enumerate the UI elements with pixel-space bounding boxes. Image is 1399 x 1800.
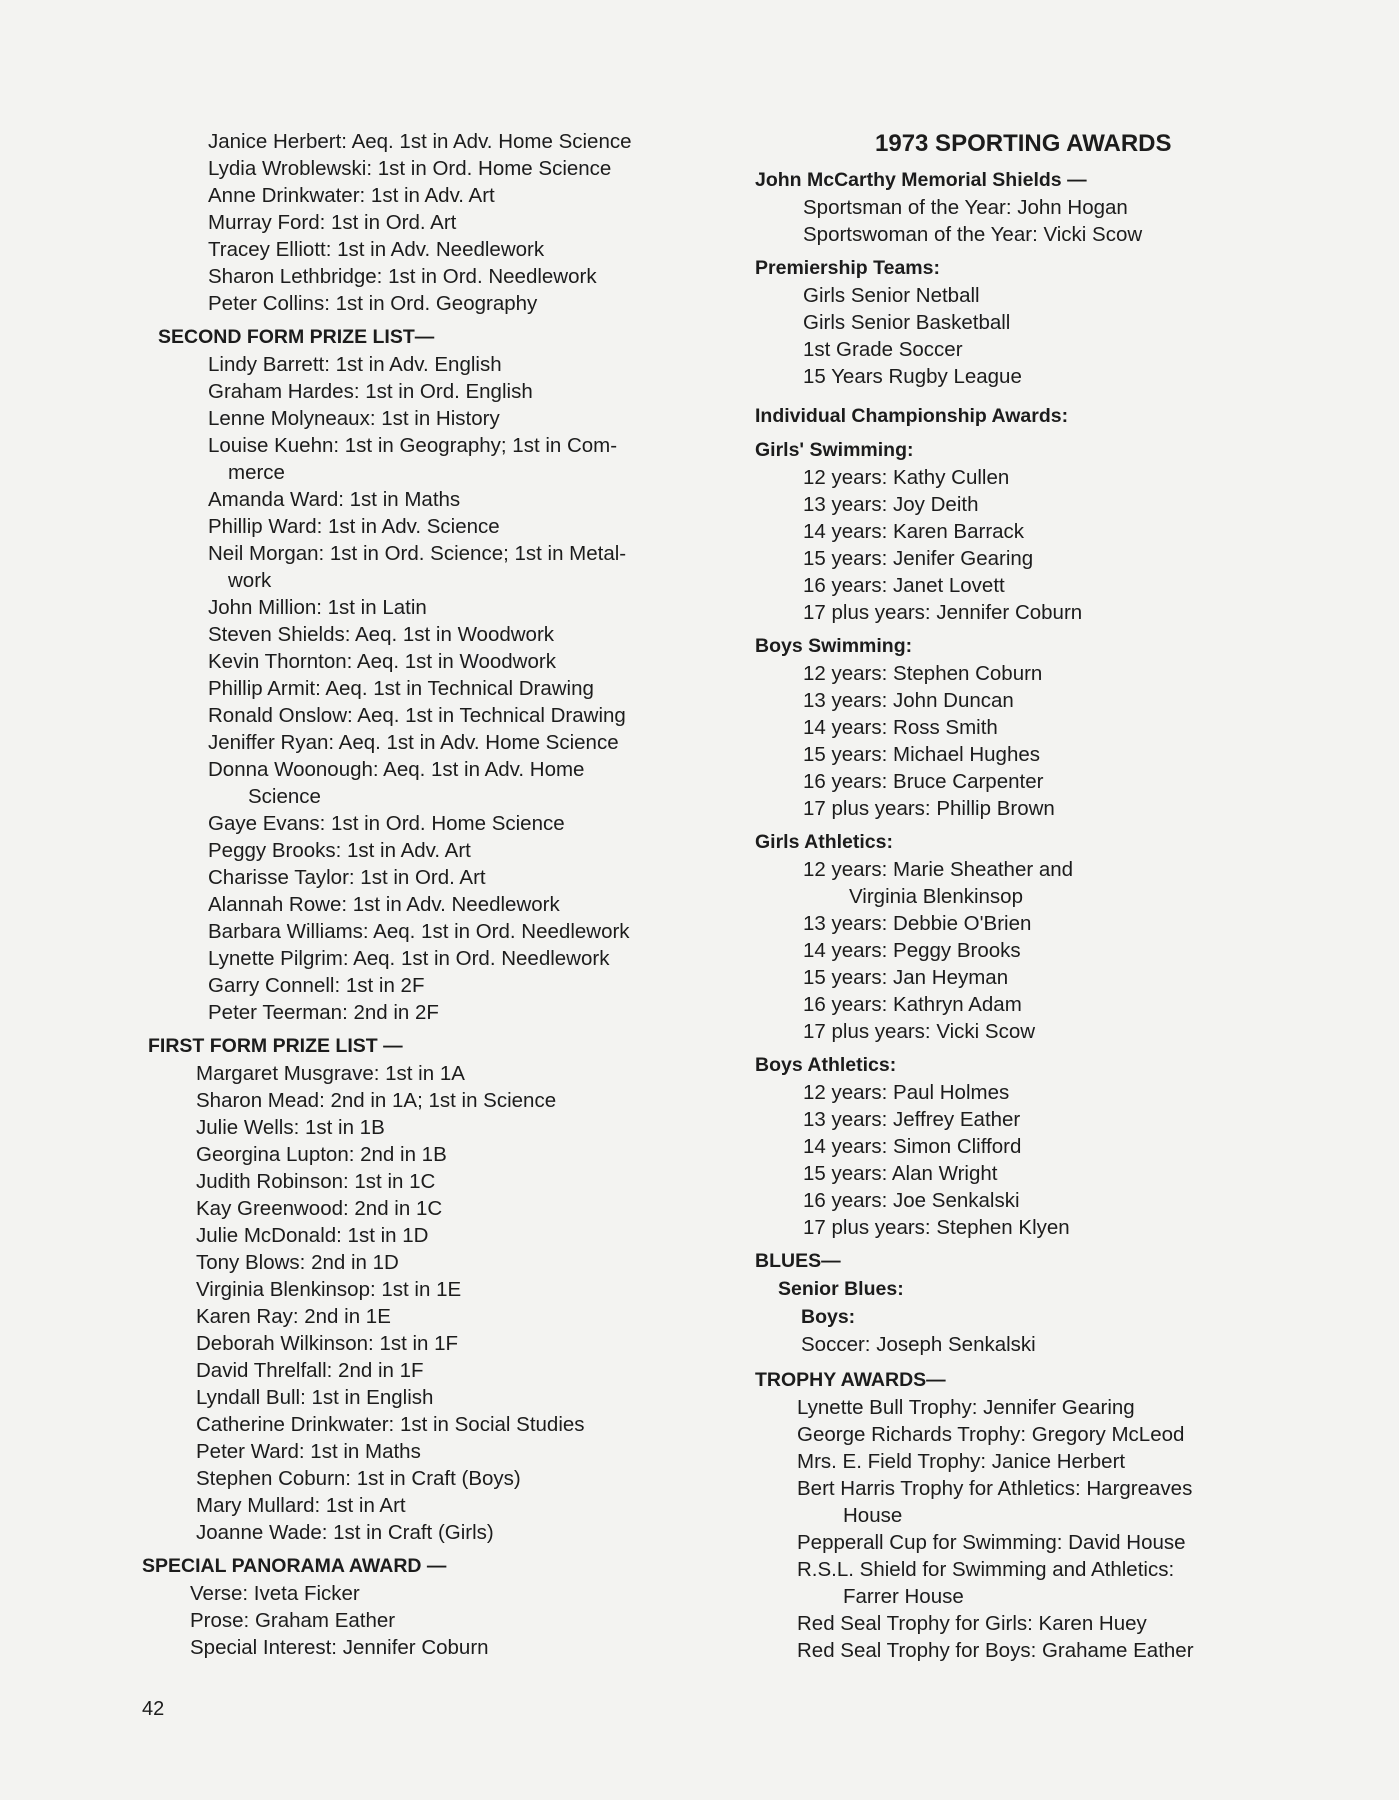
list-item: 17 plus years: Jennifer Coburn — [803, 601, 1083, 624]
list-item: Lynette Pilgrim: Aeq. 1st in Ord. Needlework — [208, 947, 610, 970]
list-item-continuation: Virginia Blenkinsop — [849, 885, 1023, 908]
list-item: 12 years: Stephen Coburn — [803, 662, 1043, 685]
list-item: Pepperall Cup for Swimming: David House — [797, 1531, 1186, 1554]
list-item: Prose: Graham Eather — [190, 1609, 396, 1632]
list-item: Jeniffer Ryan: Aeq. 1st in Adv. Home Science — [208, 731, 619, 754]
list-item: Verse: Iveta Ficker — [190, 1582, 360, 1605]
list-item: 17 plus years: Stephen Klyen — [803, 1216, 1070, 1239]
list-item: Girls Senior Netball — [803, 284, 980, 307]
list-item: Julie Wells: 1st in 1B — [196, 1116, 385, 1139]
list-item: Lindy Barrett: 1st in Adv. English — [208, 353, 502, 376]
list-item: 13 years: Jeffrey Eather — [803, 1108, 1021, 1131]
list-item-continuation: House — [843, 1504, 903, 1527]
list-item: Red Seal Trophy for Boys: Grahame Eather — [797, 1639, 1194, 1662]
page-number: 42 — [142, 1698, 165, 1720]
list-item: 14 years: Peggy Brooks — [803, 939, 1021, 962]
first-form-list — [140, 1060, 720, 1546]
list-item: John Million: 1st in Latin — [208, 596, 427, 619]
list-item: Mary Mullard: 1st in Art — [196, 1494, 406, 1517]
list-item: Georgina Lupton: 2nd in 1B — [196, 1143, 447, 1166]
list-item: Gaye Evans: 1st in Ord. Home Science — [208, 812, 565, 835]
list-item: Garry Connell: 1st in 2F — [208, 974, 425, 997]
list-item: Amanda Ward: 1st in Maths — [208, 488, 461, 511]
trophy-heading: TROPHY AWARDS— — [755, 1369, 946, 1391]
list-item: George Richards Trophy: Gregory McLeod — [797, 1423, 1185, 1446]
list-item: 13 years: John Duncan — [803, 689, 1014, 712]
list-item: 16 years: Janet Lovett — [803, 574, 1005, 597]
list-item: Soccer: Joseph Senkalski — [801, 1333, 1036, 1356]
list-item: Lynette Bull Trophy: Jennifer Gearing — [797, 1396, 1135, 1419]
list-item: 15 years: Jenifer Gearing — [803, 547, 1034, 570]
list-item: Peter Teerman: 2nd in 2F — [208, 1001, 439, 1024]
list-item: Louise Kuehn: 1st in Geography; 1st in Com- — [208, 434, 618, 457]
list-item: R.S.L. Shield for Swimming and Athletics: — [797, 1558, 1175, 1581]
list-item: Ronald Onslow: Aeq. 1st in Technical Drawing — [208, 704, 626, 727]
list-item: Phillip Armit: Aeq. 1st in Technical Drawing — [208, 677, 594, 700]
list-item: 17 plus years: Phillip Brown — [803, 797, 1055, 820]
list-item: Peggy Brooks: 1st in Adv. Art — [208, 839, 471, 862]
first-form-heading: FIRST FORM PRIZE LIST — — [148, 1035, 403, 1057]
blues-heading: BLUES— — [755, 1250, 841, 1272]
continued-prize-list — [140, 128, 720, 317]
list-item: Margaret Musgrave: 1st in 1A — [196, 1062, 465, 1085]
list-item: 17 plus years: Vicki Scow — [803, 1020, 1036, 1043]
list-item: Lyndall Bull: 1st in English — [196, 1386, 434, 1409]
list-item: 16 years: Joe Senkalski — [803, 1189, 1020, 1212]
list-item: 15 years: Jan Heyman — [803, 966, 1009, 989]
panorama-heading: SPECIAL PANORAMA AWARD — — [142, 1555, 447, 1577]
list-item: Graham Hardes: 1st in Ord. English — [208, 380, 533, 403]
list-item: Bert Harris Trophy for Athletics: Hargreaves — [797, 1477, 1193, 1500]
list-item: 15 Years Rugby League — [803, 365, 1022, 388]
second-form-list — [140, 351, 720, 1026]
list-item: Neil Morgan: 1st in Ord. Science; 1st in Metal- — [208, 542, 627, 565]
list-item-continuation: merce — [228, 461, 285, 484]
list-item: Girls Senior Basketball — [803, 311, 1011, 334]
list-item: Anne Drinkwater: 1st in Adv. Art — [208, 184, 495, 207]
list-item: Phillip Ward: 1st in Adv. Science — [208, 515, 500, 538]
list-item: Red Seal Trophy for Girls: Karen Huey — [797, 1612, 1147, 1635]
premiership-heading: Premiership Teams: — [755, 257, 940, 279]
list-item: Sharon Lethbridge: 1st in Ord. Needlework — [208, 265, 597, 288]
second-form-heading: SECOND FORM PRIZE LIST— — [158, 326, 435, 348]
list-item: Steven Shields: Aeq. 1st in Woodwork — [208, 623, 555, 646]
list-item: Special Interest: Jennifer Coburn — [190, 1636, 489, 1659]
list-item-continuation: Science — [248, 785, 321, 808]
left-column — [140, 128, 720, 1661]
girls-athletics-heading: Girls Athletics: — [755, 831, 893, 853]
list-item: Sharon Mead: 2nd in 1A; 1st in Science — [196, 1089, 557, 1112]
list-item: Mrs. E. Field Trophy: Janice Herbert — [797, 1450, 1126, 1473]
individual-championship-heading: Individual Championship Awards: — [755, 405, 1069, 427]
list-item: 12 years: Marie Sheather and — [803, 858, 1074, 881]
panorama-list — [140, 1580, 720, 1661]
list-item: Kay Greenwood: 2nd in 1C — [196, 1197, 443, 1220]
list-item: 12 years: Kathy Cullen — [803, 466, 1010, 489]
list-item-continuation: Farrer House — [843, 1585, 964, 1608]
list-item: Judith Robinson: 1st in 1C — [196, 1170, 436, 1193]
list-item: Lydia Wroblewski: 1st in Ord. Home Science — [208, 157, 612, 180]
list-item: Lenne Molyneaux: 1st in History — [208, 407, 500, 430]
list-item: Deborah Wilkinson: 1st in 1F — [196, 1332, 459, 1355]
list-item: Alannah Rowe: 1st in Adv. Needlework — [208, 893, 560, 916]
list-item: Sportsman of the Year: John Hogan — [803, 196, 1128, 219]
list-item: 16 years: Bruce Carpenter — [803, 770, 1044, 793]
list-item: 15 years: Alan Wright — [803, 1162, 998, 1185]
list-item: Tracey Elliott: 1st in Adv. Needlework — [208, 238, 545, 261]
list-item: Charisse Taylor: 1st in Ord. Art — [208, 866, 486, 889]
list-item: 15 years: Michael Hughes — [803, 743, 1041, 766]
senior-blues-heading: Senior Blues: — [778, 1278, 904, 1300]
list-item: Janice Herbert: Aeq. 1st in Adv. Home Science — [208, 130, 632, 153]
list-item: 1st Grade Soccer — [803, 338, 963, 361]
boys-athletics-heading: Boys Athletics: — [755, 1054, 897, 1076]
list-item: 16 years: Kathryn Adam — [803, 993, 1022, 1016]
list-item: Virginia Blenkinsop: 1st in 1E — [196, 1278, 462, 1301]
page-title: 1973 SPORTING AWARDS — [875, 130, 1172, 157]
list-item: Tony Blows: 2nd in 1D — [196, 1251, 399, 1274]
list-item: Stephen Coburn: 1st in Craft (Boys) — [196, 1467, 521, 1490]
list-item: Sportswoman of the Year: Vicki Scow — [803, 223, 1143, 246]
list-item: Joanne Wade: 1st in Craft (Girls) — [196, 1521, 494, 1544]
right-column — [755, 128, 1295, 1664]
list-item: Peter Ward: 1st in Maths — [196, 1440, 421, 1463]
list-item: 14 years: Karen Barrack — [803, 520, 1025, 543]
girls-swimming-heading: Girls' Swimming: — [755, 439, 914, 461]
list-item: 13 years: Debbie O'Brien — [803, 912, 1032, 935]
list-item: Barbara Williams: Aeq. 1st in Ord. Needlework — [208, 920, 630, 943]
list-item: 12 years: Paul Holmes — [803, 1081, 1010, 1104]
list-item: David Threlfall: 2nd in 1F — [196, 1359, 424, 1382]
list-item: 14 years: Simon Clifford — [803, 1135, 1022, 1158]
list-item: 14 years: Ross Smith — [803, 716, 998, 739]
list-item: Murray Ford: 1st in Ord. Art — [208, 211, 457, 234]
list-item: Kevin Thornton: Aeq. 1st in Woodwork — [208, 650, 556, 673]
list-item: Donna Woonough: Aeq. 1st in Adv. Home — [208, 758, 585, 781]
mccarthy-heading: John McCarthy Memorial Shields — — [755, 169, 1087, 191]
list-item: Karen Ray: 2nd in 1E — [196, 1305, 391, 1328]
list-item-continuation: work — [228, 569, 272, 592]
list-item: Catherine Drinkwater: 1st in Social Studies — [196, 1413, 585, 1436]
blues-boys-heading: Boys: — [801, 1306, 856, 1328]
boys-swimming-heading: Boys Swimming: — [755, 635, 913, 657]
list-item: Peter Collins: 1st in Ord. Geography — [208, 292, 538, 315]
list-item: Julie McDonald: 1st in 1D — [196, 1224, 429, 1247]
list-item: 13 years: Joy Deith — [803, 493, 979, 516]
